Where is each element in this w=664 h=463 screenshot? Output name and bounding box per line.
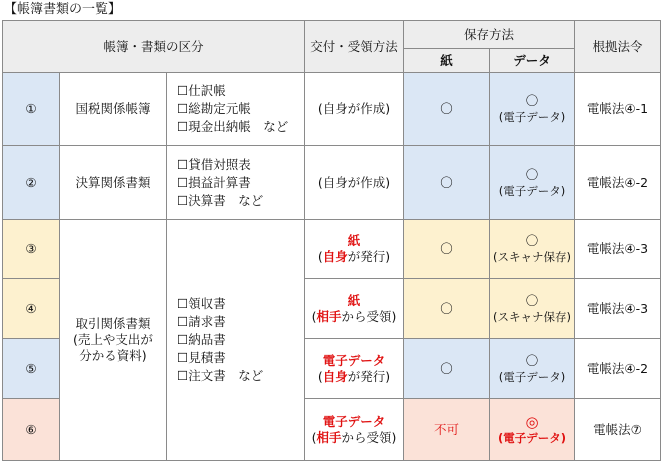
paper-mark: 不可 <box>404 399 490 461</box>
table-row <box>3 220 661 279</box>
row-category: 国税関係帳簿 <box>60 73 167 146</box>
method-who: 相手 <box>316 308 342 324</box>
row-number: ① <box>3 73 60 146</box>
row-law: 電帳法④-3 <box>575 279 661 339</box>
row-number: ③ <box>3 220 60 279</box>
header-storage: 保存方法 <box>404 21 575 49</box>
category-line: (売上や支出が <box>73 332 153 347</box>
data-note: (スキャナ保存) <box>493 250 571 264</box>
header-method: 交付・受領方法 <box>305 21 404 73</box>
item: ☐領収書 <box>177 296 226 311</box>
item: ☐納品書 <box>177 332 226 347</box>
data-note: (スキャナ保存) <box>493 309 571 324</box>
row-number: ⑤ <box>3 339 60 399</box>
data-cell <box>490 279 575 339</box>
data-note: (電子データ) <box>498 183 566 198</box>
row-method: 紙 (自身が発行) <box>305 220 404 279</box>
table-row <box>3 146 661 220</box>
data-cell <box>490 220 575 279</box>
transaction-items <box>167 220 305 461</box>
data-note: (電子データ) <box>498 430 567 445</box>
data-cell <box>490 146 575 220</box>
data-mark: 〇 <box>525 292 539 308</box>
row-number: ④ <box>3 279 60 339</box>
method-who: 自身 <box>322 368 348 384</box>
item: ☐総勘定元帳 <box>177 101 251 116</box>
paper-mark: 〇 <box>404 279 490 339</box>
header-data: データ <box>490 49 575 73</box>
category-line: 分かる資料) <box>79 348 147 363</box>
item: ☐決算書 など <box>177 192 264 208</box>
method-rest: が発行) <box>347 368 391 384</box>
method-who: 自身 <box>322 249 348 264</box>
item: ☐貸借対照表 <box>177 156 251 172</box>
paper-mark: 〇 <box>404 220 490 279</box>
table-row <box>3 73 661 146</box>
method-rest: から受領) <box>341 429 397 445</box>
item: ☐見積書 <box>177 350 226 365</box>
item: ☐注文書 など <box>177 368 264 383</box>
row-category: 決算関係書類 <box>60 146 167 220</box>
method-highlight: 電子データ <box>322 413 386 429</box>
header-paper: 紙 <box>404 49 490 73</box>
row-method: (自身が作成) <box>305 73 404 146</box>
method-highlight: 紙 <box>347 233 361 248</box>
item: ☐損益計算書 <box>177 174 251 190</box>
paper-mark: 〇 <box>404 339 490 399</box>
row-number: ⑥ <box>3 399 60 461</box>
item: ☐現金出納帳 など <box>177 119 289 134</box>
item: ☐請求書 <box>177 314 226 329</box>
data-cell <box>490 399 575 461</box>
paper-mark: 〇 <box>404 146 490 220</box>
row-method: 電子データ (相手から受領) <box>305 399 404 461</box>
header-row <box>3 21 661 49</box>
data-cell <box>490 339 575 399</box>
document-title: 【帳簿書類の一覧】 <box>4 2 122 17</box>
data-note: (電子データ) <box>498 110 566 124</box>
row-method: 紙 (相手から受領) <box>305 279 404 339</box>
row-items <box>167 73 305 146</box>
data-mark: 〇 <box>525 166 539 182</box>
data-mark: 〇 <box>525 233 539 248</box>
data-note: (電子データ) <box>498 369 566 384</box>
ledger-table <box>2 20 661 461</box>
row-law: 電帳法④-1 <box>575 73 661 146</box>
data-mark: 〇 <box>525 352 539 368</box>
row-law: 電帳法④-3 <box>575 220 661 279</box>
transaction-category <box>60 220 167 461</box>
method-who: 相手 <box>316 429 342 445</box>
header-category: 帳簿・書類の区分 <box>3 21 305 73</box>
row-number: ② <box>3 146 60 220</box>
method-highlight: 紙 <box>347 292 361 308</box>
header-law: 根拠法令 <box>575 21 661 73</box>
row-law: 電帳法⑦ <box>575 399 661 461</box>
method-highlight: 電子データ <box>322 352 386 368</box>
data-mark: ◎ <box>525 412 539 431</box>
row-method: 電子データ (自身が発行) <box>305 339 404 399</box>
row-items <box>167 146 305 220</box>
row-law: 電帳法④-2 <box>575 146 661 220</box>
method-rest: が発行) <box>347 249 391 264</box>
method-rest: から受領) <box>341 308 397 324</box>
data-cell <box>490 73 575 146</box>
category-line: 取引関係書類 <box>75 316 151 331</box>
row-method: (自身が作成) <box>305 146 404 220</box>
row-law: 電帳法④-2 <box>575 339 661 399</box>
paper-mark: 〇 <box>404 73 490 146</box>
data-mark: 〇 <box>525 93 539 108</box>
item: ☐仕訳帳 <box>177 83 226 98</box>
